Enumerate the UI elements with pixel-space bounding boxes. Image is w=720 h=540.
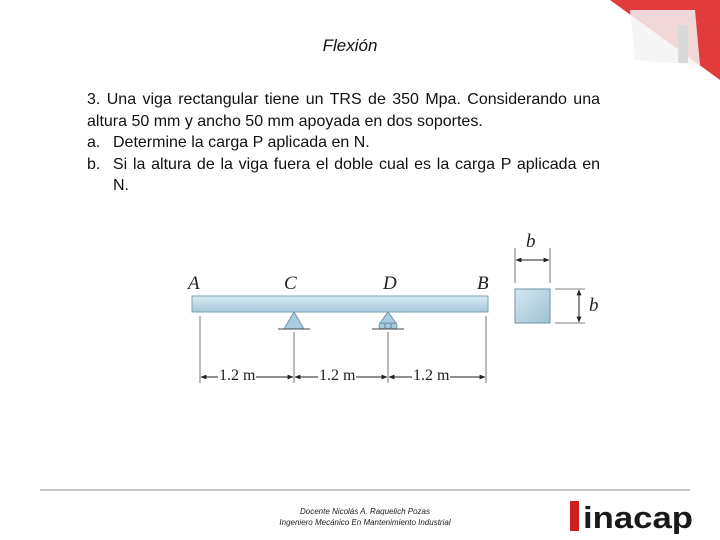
span-label-ac: 1.2 m [219, 367, 256, 384]
item-marker: a. [87, 134, 101, 151]
roller-wheel [379, 323, 385, 329]
item-text: Si la altura de la viga fuera el doble cual es la carga P aplicada en N. [113, 155, 600, 194]
problem-item-a [87, 132, 600, 154]
point-label-d: D [383, 273, 397, 294]
slide-title: Flexión [322, 36, 378, 55]
footer-divider [40, 489, 690, 491]
section-width-label: b [526, 231, 536, 252]
roller-wheel [391, 323, 397, 329]
footer-credits [240, 506, 490, 528]
beam-diagram [180, 228, 620, 398]
problem-statement [87, 89, 600, 197]
inacap-logo [570, 500, 695, 534]
logo-text: inacap [583, 500, 693, 534]
span-label-db: 1.2 m [413, 367, 450, 384]
logo-bar [570, 501, 579, 531]
item-text: Determine la carga P aplicada en N. [113, 134, 370, 151]
point-label-b: B [477, 273, 489, 294]
problem-item-b [87, 154, 600, 197]
cross-section [515, 289, 550, 323]
point-label-c: C [284, 273, 297, 294]
item-marker: b. [87, 155, 101, 173]
footer-degree: Ingeniero Mecánico En Mantenimiento Industrial [279, 518, 451, 527]
section-height-label: b [589, 295, 599, 316]
point-label-a: A [188, 273, 200, 294]
footer-author: Docente Nicolás A. Raquelich Pozas [300, 507, 430, 516]
pin-support-c [284, 312, 304, 329]
beam [192, 296, 488, 312]
span-label-cd: 1.2 m [319, 367, 356, 384]
roller-support-d [380, 312, 396, 323]
roller-wheel [385, 323, 391, 329]
problem-intro: 3. Una viga rectangular tiene un TRS de 350 Mpa. Considerando una altura 50 mm y ancho 50 mm apoyada en dos soportes. [87, 91, 600, 130]
